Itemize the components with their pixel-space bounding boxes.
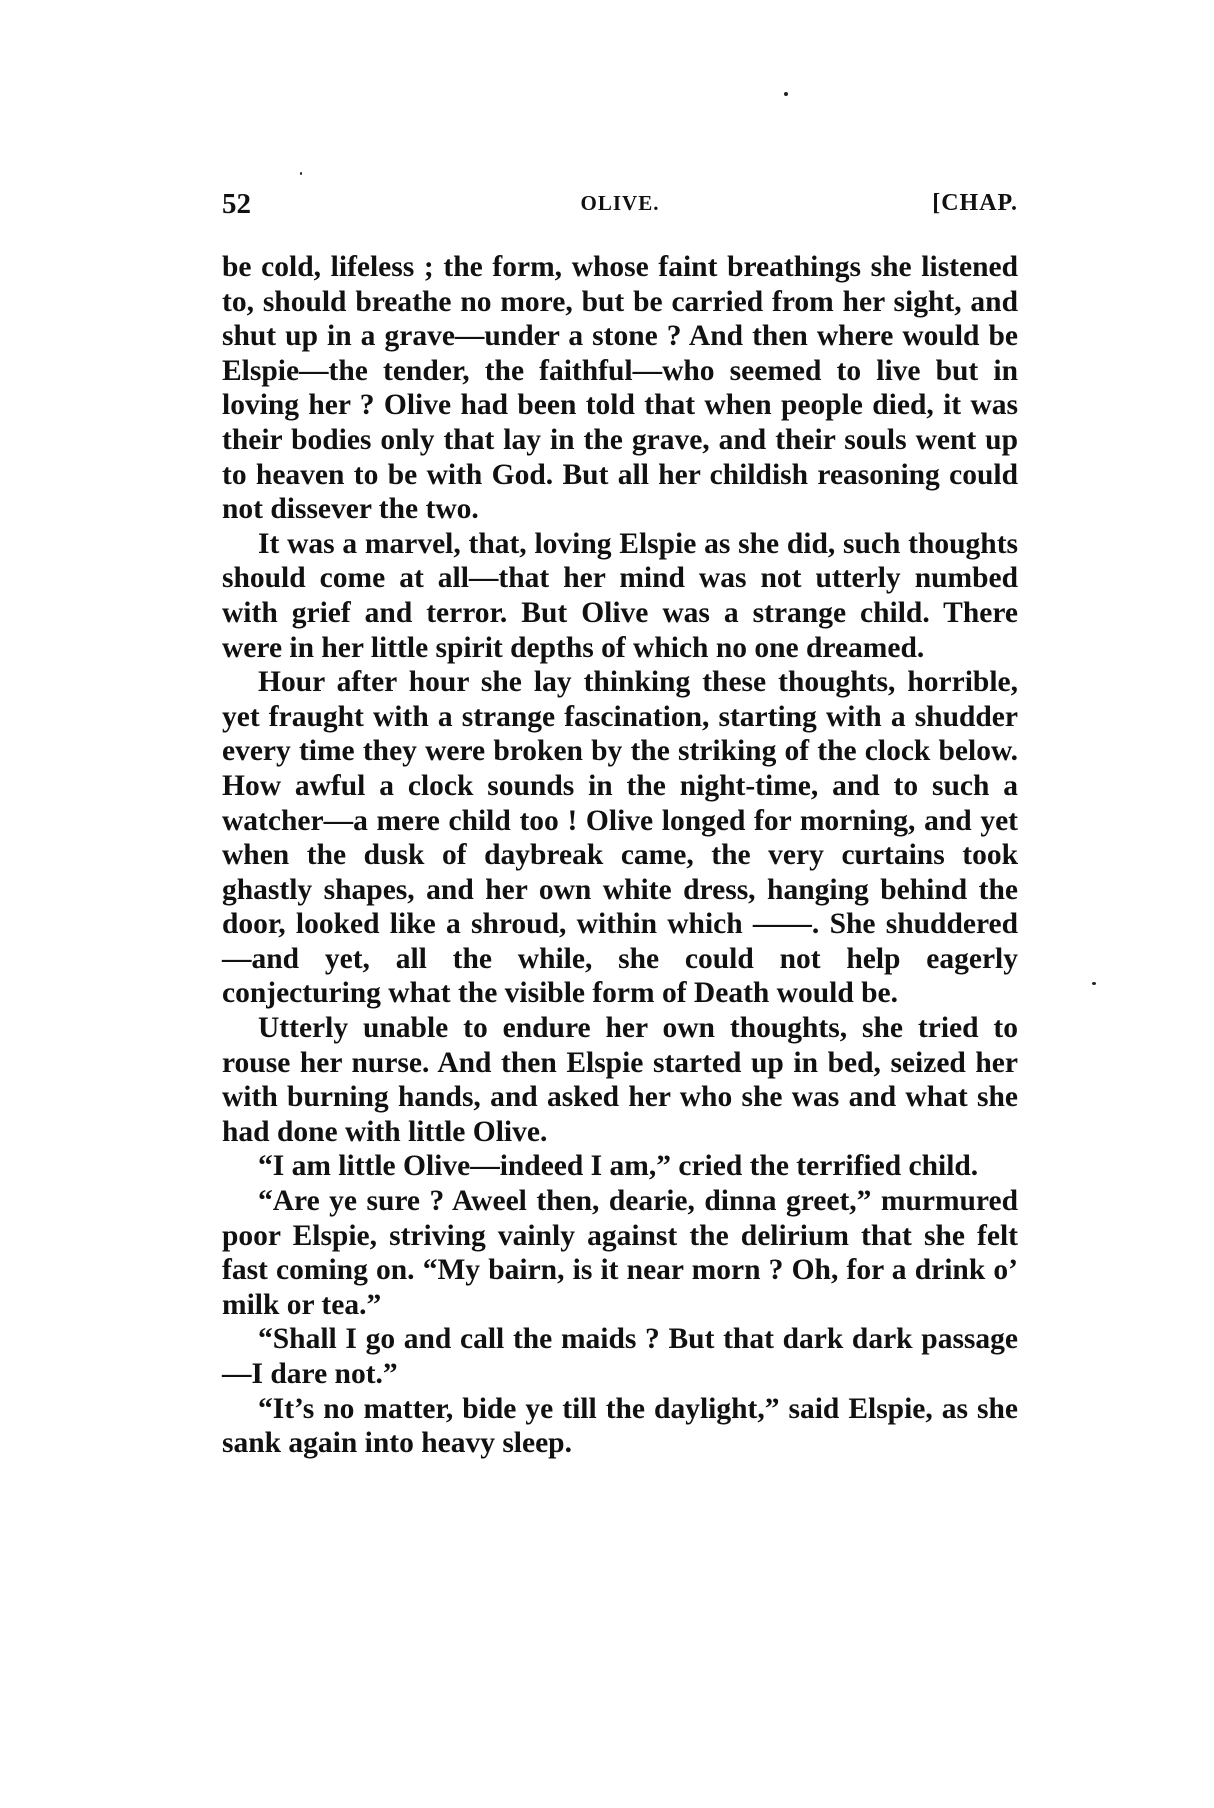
paragraph-5: “I am little Olive—indeed I am,” cried the terrified child. — [258, 1150, 979, 1183]
scan-speck — [300, 172, 302, 175]
paragraph-6: “Are ye sure ? Aweel then, dearie, dinna greet,” murmured poor Elspie, striving vainly against the delirium that she felt fast coming on. “My bairn, is it near morn ? Oh, for a drink o’ milk or tea.” — [222, 1185, 1018, 1321]
running-title: OLIVE. — [580, 191, 660, 215]
scan-speck — [784, 92, 788, 96]
page-number: 52 — [222, 188, 251, 220]
body-text — [222, 250, 1018, 1461]
paragraph-2: It was a marvel, that, loving Elspie as she did, such thoughts should come at all—that her mind was not utterly numbed with grief and terror. But Olive was a strange child. There were in her little spirit depths of which no one dreamed. — [222, 527, 1018, 664]
running-header — [222, 188, 1018, 228]
paragraph-4: Utterly unable to endure her own thoughts, she tried to rouse her nurse. And then Elspie started up in bed, seized her with burning hands, and asked her who she was and what she had done with little Olive. — [222, 1012, 1018, 1148]
scan-speck — [1092, 982, 1096, 985]
paragraph-8: “It’s no matter, bide ye till the daylight,” said Elspie, as she sank again into heavy sleep. — [222, 1392, 1018, 1460]
paragraph-3: Hour after hour she lay thinking these thoughts, horrible, yet fraught with a strange fascination, starting with a shudder every time they were broken by the striking of the clock below. How awful a clock sounds in the night-time, and to such a watcher—a mere child too ! Olive longed for morning, and yet when the dusk of daybreak came, the very curtains took ghastly shapes, and her own white dress, hanging behind the door, looked like a shroud, within which ——. She shuddered—and yet, all the while, she could not help eagerly conjecturing what the visible form of Death would be. — [222, 666, 1018, 1010]
paragraph-7: “Shall I go and call the maids ? But that dark dark passage—I dare not.” — [222, 1323, 1018, 1390]
paragraph-1: be cold, lifeless ; the form, whose faint breathings she listened to, should breathe no more, but be carried from her sight, and shut up in a grave—under a stone ? And then where would be Elspie—the tender, the faithful—who seemed to live but in loving her ? Olive had been told that when people died, it was their bodies only that lay in the grave, and their souls went up to heaven to be with God. But all her childish reasoning could not dissever the two. — [222, 251, 1018, 526]
chapter-mark: [CHAP. — [932, 190, 1018, 216]
